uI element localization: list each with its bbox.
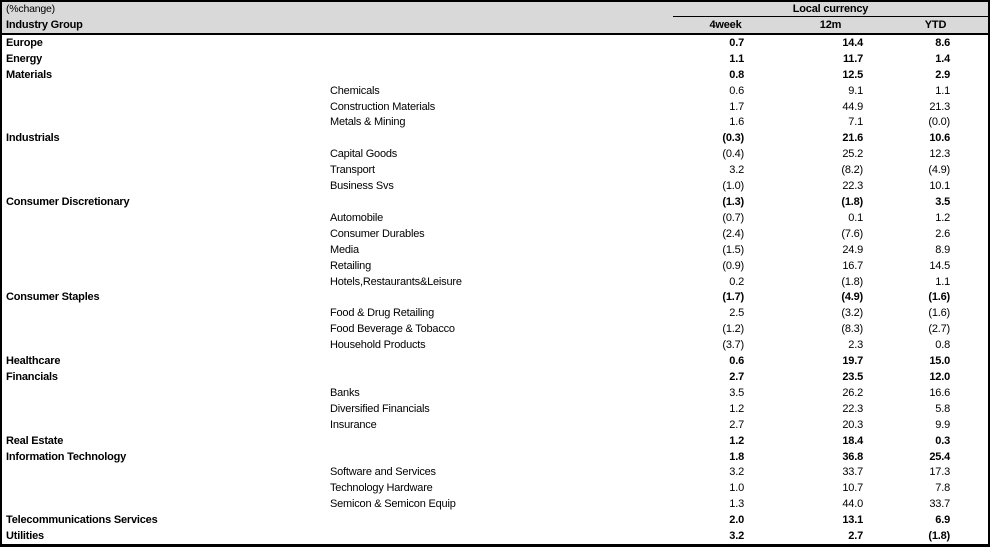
row-information-technology	[2, 449, 988, 465]
row-value-ytd: 14.5	[929, 259, 950, 272]
row-value-4week: 1.2	[729, 402, 744, 415]
row-food-beverage-tobacco	[2, 321, 988, 337]
row-label: Real Estate	[6, 434, 64, 447]
row-value-12m: (8.2)	[841, 164, 863, 177]
row-banks	[2, 385, 988, 401]
row-value-12m: 44.9	[842, 100, 863, 113]
row-value-12m: (3.2)	[841, 307, 863, 320]
row-value-4week: (3.7)	[722, 339, 744, 352]
row-real-estate	[2, 433, 988, 449]
row-value-12m: 12.5	[842, 68, 863, 81]
row-value-12m: 18.4	[842, 434, 863, 447]
row-label: Information Technology	[6, 450, 127, 463]
row-value-4week: 0.2	[729, 275, 744, 288]
row-food-drug-retailing	[2, 305, 988, 321]
row-value-12m: 44.0	[842, 498, 863, 511]
row-transport	[2, 162, 988, 178]
row-value-ytd: 7.8	[935, 482, 950, 495]
row-label: Transport	[330, 164, 375, 177]
row-value-ytd: 1.1	[935, 275, 950, 288]
row-value-4week: 1.0	[729, 482, 744, 495]
row-value-12m: 20.3	[842, 418, 863, 431]
row-label: Retailing	[330, 259, 372, 272]
row-label: Energy	[6, 52, 43, 65]
row-label: Software and Services	[330, 466, 436, 479]
row-value-ytd: 12.3	[929, 148, 950, 161]
row-value-ytd: 16.6	[929, 386, 950, 399]
row-value-4week: (0.9)	[722, 259, 744, 272]
row-value-4week: (1.0)	[722, 180, 744, 193]
column-header-12m: 12m	[819, 19, 842, 31]
row-label: Semicon & Semicon Equip	[330, 498, 456, 511]
row-value-ytd: (4.9)	[928, 164, 950, 177]
row-label: Consumer Staples	[6, 291, 100, 304]
row-value-4week: 1.6	[729, 116, 744, 129]
row-software-and-services	[2, 464, 988, 480]
row-technology-hardware	[2, 480, 988, 496]
row-label: Technology Hardware	[330, 482, 433, 495]
row-label: Business Svs	[330, 180, 394, 193]
row-value-4week: (1.7)	[722, 291, 744, 304]
row-value-12m: 0.1	[848, 211, 863, 224]
row-consumer-discretionary	[2, 194, 988, 210]
row-value-12m: (1.8)	[841, 275, 863, 288]
table-body	[2, 35, 988, 544]
row-value-ytd: 1.1	[935, 84, 950, 97]
row-value-ytd: 8.9	[935, 243, 950, 256]
row-label: Food Beverage & Tobacco	[330, 323, 455, 336]
row-diversified-financials	[2, 401, 988, 417]
row-label: Consumer Durables	[330, 227, 425, 240]
row-value-ytd: (1.6)	[928, 307, 950, 320]
row-value-4week: 3.5	[729, 386, 744, 399]
row-business-svs	[2, 178, 988, 194]
row-value-4week: 2.0	[729, 514, 744, 527]
row-energy	[2, 51, 988, 67]
row-value-4week: 1.1	[729, 52, 744, 65]
row-value-ytd: 25.4	[929, 450, 950, 463]
column-header-4week: 4week	[709, 19, 742, 31]
row-value-4week: (0.4)	[722, 148, 744, 161]
row-value-ytd: 10.1	[929, 180, 950, 193]
row-value-12m: 14.4	[842, 36, 863, 49]
row-consumer-staples	[2, 290, 988, 306]
row-semicon-semicon-equip	[2, 496, 988, 512]
row-value-4week: 0.7	[729, 36, 744, 49]
row-value-4week: 1.3	[729, 498, 744, 511]
row-value-ytd: 9.9	[935, 418, 950, 431]
row-value-12m: (7.6)	[841, 227, 863, 240]
row-healthcare	[2, 353, 988, 369]
row-value-12m: 2.7	[848, 530, 863, 543]
row-value-4week: (0.7)	[722, 211, 744, 224]
row-value-12m: 21.6	[842, 132, 863, 145]
row-value-12m: 24.9	[842, 243, 863, 256]
row-value-ytd: (2.7)	[928, 323, 950, 336]
row-label: Insurance	[330, 418, 377, 431]
row-retailing	[2, 258, 988, 274]
row-value-ytd: 2.6	[935, 227, 950, 240]
row-construction-materials	[2, 99, 988, 115]
row-value-ytd: 0.8	[935, 339, 950, 352]
row-label: Food & Drug Retailing	[330, 307, 435, 320]
industry-group-header: Industry Group	[6, 19, 83, 31]
row-value-12m: 22.3	[842, 402, 863, 415]
row-value-ytd: (1.6)	[928, 291, 950, 304]
row-value-12m: 26.2	[842, 386, 863, 399]
row-value-12m: 23.5	[842, 370, 863, 383]
row-value-ytd: 1.2	[935, 211, 950, 224]
row-value-4week: 3.2	[729, 466, 744, 479]
row-value-ytd: 6.9	[935, 514, 950, 527]
row-label: Household Products	[330, 339, 426, 352]
row-value-12m: 19.7	[842, 355, 863, 368]
row-value-ytd: 10.6	[929, 132, 950, 145]
column-headers	[673, 17, 988, 33]
row-financials	[2, 369, 988, 385]
row-europe	[2, 35, 988, 51]
row-value-4week: (1.2)	[722, 323, 744, 336]
row-label: Chemicals	[330, 84, 380, 97]
row-value-4week: (1.5)	[722, 243, 744, 256]
row-value-ytd: 2.9	[935, 68, 950, 81]
row-value-4week: (0.3)	[722, 132, 744, 145]
row-value-4week: (2.4)	[722, 227, 744, 240]
row-label: Metals & Mining	[330, 116, 406, 129]
row-value-ytd: (0.0)	[928, 116, 950, 129]
row-household-products	[2, 337, 988, 353]
row-telecommunications-services	[2, 512, 988, 528]
row-value-12m: 7.1	[848, 116, 863, 129]
row-value-ytd: 17.3	[929, 466, 950, 479]
row-label: Construction Materials	[330, 100, 436, 113]
row-value-ytd: 8.6	[935, 36, 950, 49]
row-value-ytd: 12.0	[929, 370, 950, 383]
row-label: Materials	[6, 68, 52, 81]
header-left	[2, 2, 673, 33]
row-value-4week: 0.6	[729, 355, 744, 368]
row-automobile	[2, 210, 988, 226]
row-value-ytd: 3.5	[935, 196, 950, 209]
row-value-12m: 16.7	[842, 259, 863, 272]
row-value-4week: 3.2	[729, 164, 744, 177]
row-value-12m: 11.7	[842, 52, 863, 65]
row-label: Automobile	[330, 211, 384, 224]
row-label: Financials	[6, 370, 58, 383]
local-currency-header: Local currency	[673, 2, 988, 17]
row-label: Consumer Discretionary	[6, 196, 130, 209]
row-value-4week: 2.7	[729, 370, 744, 383]
row-value-4week: 0.8	[729, 68, 744, 81]
column-header-ytd: YTD	[924, 19, 947, 31]
row-label: Healthcare	[6, 355, 61, 368]
row-chemicals	[2, 83, 988, 99]
row-value-4week: 0.6	[729, 84, 744, 97]
row-value-12m: 9.1	[848, 84, 863, 97]
row-label: Diversified Financials	[330, 402, 430, 415]
row-industrials	[2, 130, 988, 146]
row-utilities	[2, 528, 988, 544]
row-label: Industrials	[6, 132, 60, 145]
row-materials	[2, 67, 988, 83]
row-value-ytd: 0.3	[935, 434, 950, 447]
row-value-12m: 33.7	[842, 466, 863, 479]
row-insurance	[2, 417, 988, 433]
row-label: Media	[330, 243, 359, 256]
percent-change-label: (%change)	[6, 3, 55, 15]
row-value-4week: 1.2	[729, 434, 744, 447]
row-value-4week: 1.8	[729, 450, 744, 463]
row-label: Banks	[330, 386, 360, 399]
row-capital-goods	[2, 146, 988, 162]
row-value-12m: (1.8)	[841, 196, 863, 209]
row-value-4week: (1.3)	[722, 196, 744, 209]
row-metals-mining	[2, 115, 988, 131]
row-value-12m: 2.3	[848, 339, 863, 352]
row-hotels-restaurants-leisure	[2, 274, 988, 290]
row-value-ytd: 33.7	[929, 498, 950, 511]
row-label: Utilities	[6, 530, 44, 543]
row-value-4week: 1.7	[729, 100, 744, 113]
row-value-12m: 25.2	[842, 148, 863, 161]
row-value-4week: 2.7	[729, 418, 744, 431]
row-value-ytd: 21.3	[929, 100, 950, 113]
row-value-ytd: 5.8	[935, 402, 950, 415]
row-value-12m: 22.3	[842, 180, 863, 193]
row-value-4week: 3.2	[729, 530, 744, 543]
row-label: Europe	[6, 36, 43, 49]
row-value-12m: 36.8	[842, 450, 863, 463]
row-value-ytd: (1.8)	[928, 530, 950, 543]
row-value-4week: 2.5	[729, 307, 744, 320]
table-header	[2, 2, 988, 35]
row-value-12m: 10.7	[842, 482, 863, 495]
row-media	[2, 242, 988, 258]
row-label: Telecommunications Services	[6, 514, 158, 527]
header-right	[673, 2, 988, 33]
row-value-12m: (8.3)	[841, 323, 863, 336]
row-value-ytd: 15.0	[929, 355, 950, 368]
row-label: Capital Goods	[330, 148, 398, 161]
row-value-12m: 13.1	[842, 514, 863, 527]
row-label: Hotels,Restaurants&Leisure	[330, 275, 462, 288]
row-value-12m: (4.9)	[841, 291, 863, 304]
row-value-ytd: 1.4	[935, 52, 950, 65]
row-consumer-durables	[2, 226, 988, 242]
